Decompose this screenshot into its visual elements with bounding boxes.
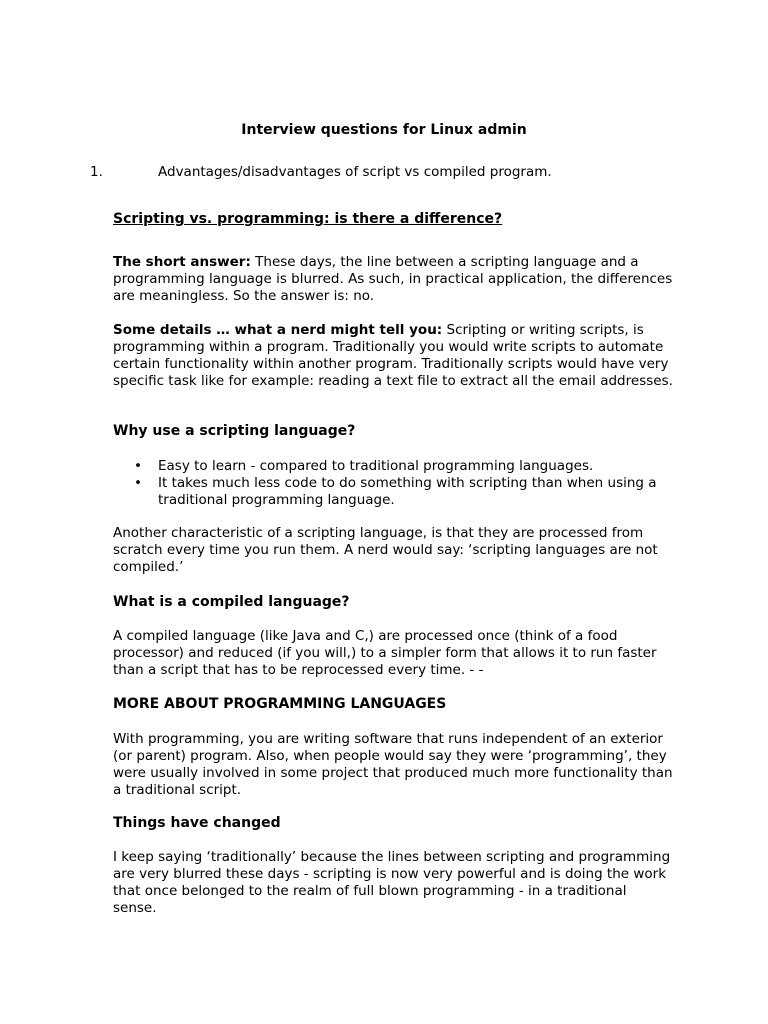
why-heading: Why use a scripting language? <box>113 423 356 439</box>
bullet-text: It takes much less code to do something with scripting than when using a traditional programming language. <box>158 475 657 508</box>
question-number: 1. <box>90 164 103 180</box>
characteristic-paragraph: Another characteristic of a scripting language, is that they are processed from scratch every time you run them. A nerd would say: ‘scripting languages are not compiled.’ <box>113 525 658 575</box>
bullet-text: Easy to learn - compared to traditional programming languages. <box>158 458 594 474</box>
document-title: Interview questions for Linux admin <box>241 122 527 138</box>
compiled-paragraph: A compiled language (like Java and C,) are processed once (think of a food processor) and reduced (if you will,) to a simpler form that allows it to run faster than a script that has to be reprocessed every time. - - <box>113 628 657 678</box>
short-answer-body: These days, the line between a scripting language and a programming language is blurred. As such, in practical application, the differences are meaningless. So the answer is: no. <box>113 254 673 304</box>
bullet-list <box>113 458 673 509</box>
question-item <box>90 164 690 181</box>
short-answer-lead: The short answer: <box>113 254 251 270</box>
bullet-icon: • <box>134 458 142 474</box>
details-lead: Some details … what a nerd might tell you: <box>113 322 443 338</box>
more-heading: MORE ABOUT PROGRAMMING LANGUAGES <box>113 696 447 712</box>
question-text: Advantages/disadvantages of script vs compiled program. <box>158 164 552 180</box>
details-body: Scripting or writing scripts, is programming within a program. Traditionally you would write scripts to automate certain functionality within another program. Traditionally scripts would have very specific task like for example: reading a text file to extract all the email addresses. <box>113 322 673 389</box>
main-heading: Scripting vs. programming: is there a difference? <box>113 211 503 227</box>
short-answer-paragraph <box>113 254 673 305</box>
details-paragraph <box>113 322 673 390</box>
changed-heading: Things have changed <box>113 815 281 831</box>
list-item <box>113 458 673 475</box>
more-paragraph: With programming, you are writing software that runs independent of an exterior (or parent) program. Also, when people would say they were ‘programming’, they were usually involved in some project that produced much more functionality than a traditional script. <box>113 731 673 798</box>
compiled-heading: What is a compiled language? <box>113 594 350 610</box>
changed-paragraph: I keep saying ‘traditionally’ because the lines between scripting and programming are very blurred these days - scripting is now very powerful and is doing the work that once belonged to the realm of full blown programming - in a traditional sense. <box>113 849 671 916</box>
list-item <box>113 475 673 509</box>
bullet-icon: • <box>134 475 142 491</box>
